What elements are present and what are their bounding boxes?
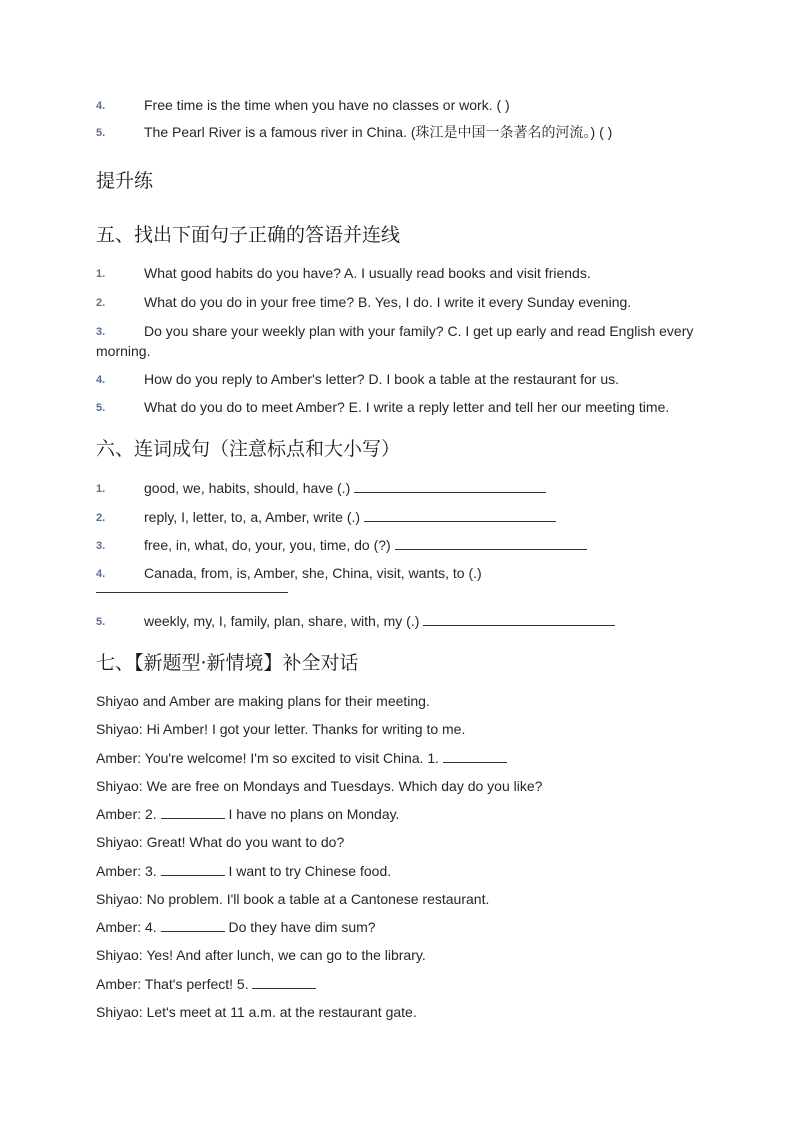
item-number: 2. [96, 297, 106, 309]
section7-heading: 七、【新题型·新情境】补全对话 [96, 652, 359, 674]
dialogue-line: Shiyao: We are free on Mondays and Tuesdays. Which day do you like? [96, 778, 543, 794]
item-number: 5. [96, 616, 106, 628]
item-text: Do you share your weekly plan with your family? C. I get up early and read English every morning. [96, 323, 694, 359]
dialogue-line [96, 749, 507, 768]
answer-blank[interactable] [354, 480, 546, 493]
dialogue-text: I want to try Chinese food. [224, 863, 392, 879]
item-text: free, in, what, do, your, you, time, do (?) [144, 537, 391, 553]
list-item [96, 508, 764, 527]
list-item [96, 321, 696, 361]
section6-heading: 六、连词成句（注意标点和大小写） [96, 438, 401, 460]
item-text: Free time is the time when you have no classes or work. ( ) [144, 97, 510, 113]
list-item [96, 398, 764, 417]
dialogue-line: Shiyao: Let's meet at 11 a.m. at the restaurant gate. [96, 1004, 417, 1020]
answer-blank[interactable] [423, 613, 615, 626]
upgrade-heading: 提升练 [96, 170, 154, 192]
answer-blank[interactable] [252, 976, 316, 989]
item-text: The Pearl River is a famous river in China. (珠江是中国一条著名的河流。) ( ) [144, 124, 613, 140]
list-item [96, 479, 764, 498]
dialogue-text: Amber: 3. [96, 863, 157, 879]
dialogue-text: I have no plans on Monday. [224, 806, 400, 822]
list-item [96, 96, 764, 115]
item-text: reply, I, letter, to, a, Amber, write (.) [144, 509, 361, 525]
item-text: Canada, from, is, Amber, she, China, visit, wants, to (.) [144, 565, 482, 581]
item-text: How do you reply to Amber's letter? D. I book a table at the restaurant for us. [144, 371, 620, 387]
dialogue-line: Shiyao: Great! What do you want to do? [96, 834, 345, 850]
answer-blank[interactable] [161, 806, 225, 819]
item-number: 3. [96, 540, 106, 552]
item-text: What do you do to meet Amber? E. I write a reply letter and tell her our meeting time. [144, 399, 670, 415]
dialogue-text: Amber: 2. [96, 806, 157, 822]
item-number: 5. [96, 127, 106, 139]
answer-blank[interactable] [161, 919, 225, 932]
item-number: 5. [96, 402, 106, 414]
item-text: What do you do in your free time? B. Yes, I do. I write it every Sunday evening. [144, 294, 632, 310]
answer-blank[interactable] [395, 537, 587, 550]
list-item [96, 536, 764, 555]
item-number: 1. [96, 483, 106, 495]
answer-blank[interactable] [364, 509, 556, 522]
dialogue-line: Shiyao and Amber are making plans for their meeting. [96, 693, 430, 709]
dialogue-text: Amber: That's perfect! 5. [96, 976, 249, 992]
list-item [96, 370, 764, 389]
list-item [96, 293, 764, 312]
item-number: 4. [96, 100, 106, 112]
dialogue-text: Do they have dim sum? [224, 919, 376, 935]
item-number: 4. [96, 374, 106, 386]
item-number: 1. [96, 268, 106, 280]
dialogue-line [96, 805, 399, 824]
dialogue-line: Shiyao: Hi Amber! I got your letter. Thanks for writing to me. [96, 721, 466, 737]
item-text: What good habits do you have? A. I usually read books and visit friends. [144, 265, 591, 281]
item-text: weekly, my, I, family, plan, share, with, my (.) [144, 613, 420, 629]
dialogue-line [96, 975, 316, 994]
dialogue-line: Shiyao: Yes! And after lunch, we can go to the library. [96, 947, 426, 963]
item-number: 3. [96, 326, 106, 338]
list-item [96, 564, 764, 583]
dialogue-line [96, 862, 391, 881]
answer-blank[interactable] [161, 863, 225, 876]
dialogue-line: Shiyao: No problem. I'll book a table at a Cantonese restaurant. [96, 891, 490, 907]
item-number: 2. [96, 512, 106, 524]
dialogue-text: Amber: You're welcome! I'm so excited to visit China. 1. [96, 750, 440, 766]
list-item [96, 612, 764, 631]
list-item [96, 264, 764, 283]
list-item [96, 123, 764, 142]
item-number: 4. [96, 568, 106, 580]
answer-blank[interactable] [443, 750, 507, 763]
dialogue-line [96, 918, 376, 937]
section5-heading: 五、找出下面句子正确的答语并连线 [96, 224, 401, 246]
item-text: good, we, habits, should, have (.) [144, 480, 351, 496]
answer-blank[interactable] [96, 582, 288, 593]
dialogue-text: Amber: 4. [96, 919, 157, 935]
